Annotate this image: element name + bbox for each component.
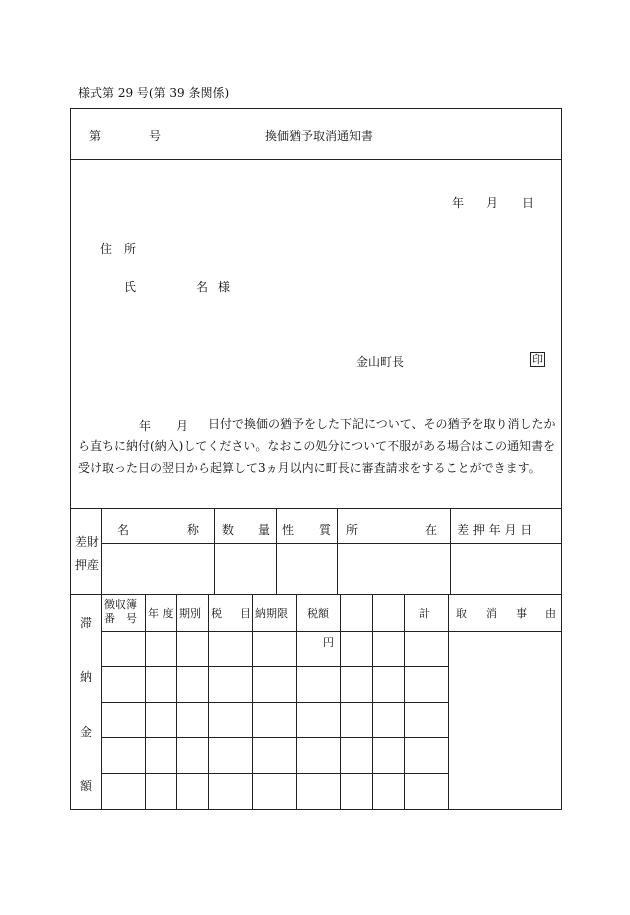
arrears-side-char-2: 納 (80, 670, 93, 684)
col-reason-char-3: 事 (516, 607, 527, 620)
notice-month: 月 (176, 419, 189, 433)
yen-unit: 円 (323, 636, 334, 649)
col-nature-left: 性 (282, 523, 295, 537)
col-reason-char-2: 消 (486, 607, 497, 620)
col-tax-amount: 税額 (307, 607, 329, 620)
seized-col-line-2 (276, 508, 277, 594)
seized-col-line-1 (214, 508, 215, 594)
arrears-side-char-4: 額 (80, 779, 93, 793)
notice-year: 年 (139, 419, 152, 433)
name-label-mei: 名 (196, 280, 209, 294)
col-deadline: 納期限 (255, 607, 288, 620)
notice-text: 日付で換価の猶予をした下記について、その猶予を取り消したから直ちに納付(納入)してください。なおこの処分について不服がある場合はこの通知書を受け取った日の翌日から起算して3ヵ月以内に町長に審査請求をすることができます。 (78, 417, 556, 475)
col-nature-right: 質 (319, 523, 332, 537)
number-dai: 第 (89, 129, 102, 143)
col-name-right: 称 (187, 523, 200, 537)
arrears-col-line-10 (448, 594, 449, 809)
seized-header-line (101, 543, 562, 544)
arrears-row-line-1 (101, 666, 448, 667)
address-label: 住 所 (100, 242, 137, 256)
col-reason-char-1: 取 (456, 607, 467, 620)
col-qty-left: 数 (222, 523, 235, 537)
col-location-right: 在 (425, 523, 438, 537)
arrears-top-line (70, 594, 562, 595)
arrears-side-char-1: 滞 (80, 616, 93, 630)
arrears-side-char-3: 金 (80, 725, 93, 739)
col-qty-right: 量 (258, 523, 271, 537)
form-label: 様式第 29 号(第 39 条関係) (78, 86, 230, 100)
col-reason-char-4: 由 (545, 607, 556, 620)
col-tax-right: 目 (240, 607, 251, 620)
seal-stamp: 印 (532, 353, 543, 366)
seized-top-line (70, 508, 562, 509)
arrears-row-line-3 (101, 737, 448, 738)
honorific-sama: 様 (218, 280, 231, 294)
issuer-name: 金山町長 (356, 355, 405, 369)
col-period: 期別 (179, 607, 201, 620)
date-month: 月 (486, 196, 499, 210)
arrears-row-line-4 (101, 773, 448, 774)
seized-side-label-1: 差財 (75, 535, 100, 549)
col-location-left: 所 (346, 523, 359, 537)
seized-side-divider (101, 508, 102, 594)
number-go: 号 (149, 129, 162, 143)
seized-col-line-4 (450, 508, 451, 594)
col-ledger-top: 徴収簿 (104, 598, 137, 611)
col-fiscal-year: 年 度 (148, 607, 174, 620)
col-ledger-bottom: 番 号 (104, 612, 137, 625)
col-seizure-date: 差 押 年 月 日 (457, 523, 533, 537)
seized-col-line-3 (337, 508, 338, 594)
date-day: 日 (522, 196, 535, 210)
header-divider (70, 159, 562, 160)
col-total: 計 (419, 607, 430, 620)
name-label-shi: 氏 (124, 280, 137, 294)
seized-side-label-2: 押産 (75, 558, 100, 572)
page-title: 換価猶予取消通知書 (265, 129, 374, 143)
col-name-left: 名 (117, 523, 130, 537)
date-year: 年 (452, 196, 465, 210)
col-tax-left: 税 (211, 607, 222, 620)
arrears-header-line (101, 631, 562, 632)
arrears-row-line-2 (101, 702, 448, 703)
